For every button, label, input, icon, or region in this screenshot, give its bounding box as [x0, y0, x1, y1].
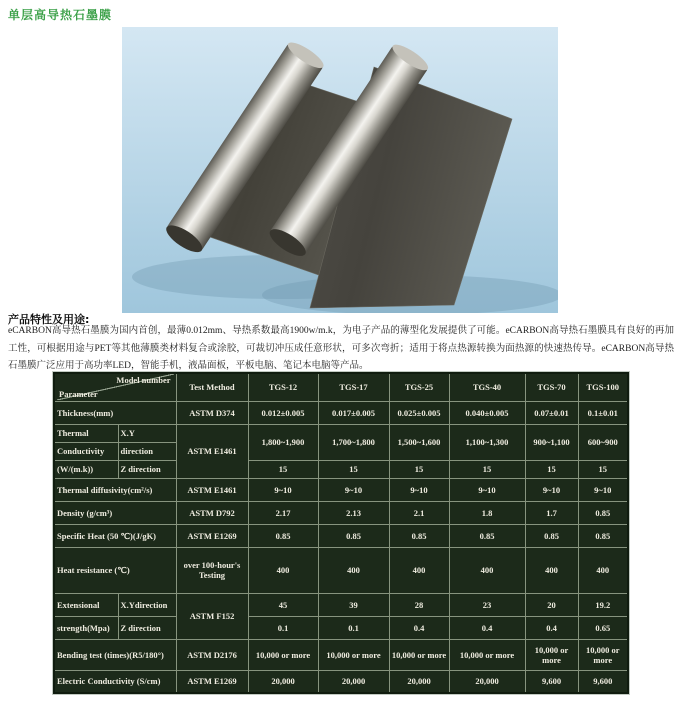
diffusivity-value-4: 9~10: [525, 478, 578, 501]
extensional-xy-3: 23: [449, 593, 525, 616]
electric-value-2: 20,000: [389, 670, 449, 693]
density-value-3: 1.8: [449, 501, 525, 524]
row-thermal-1: [54, 424, 628, 442]
diffusivity-value-5: 9~10: [578, 478, 628, 501]
corner-diagonal: [57, 374, 174, 400]
specific-heat-method: ASTM E1269: [176, 524, 248, 547]
thermal-z-2: 15: [389, 460, 449, 478]
thickness-value-2: 0.025±0.005: [389, 401, 449, 424]
bending-label: Bending test (times)(R5/180°): [54, 639, 176, 670]
thickness-value-5: 0.1±0.01: [578, 401, 628, 424]
thermal-z-5: 15: [578, 460, 628, 478]
row-extensional-z: [54, 616, 628, 639]
bending-value-5: 10,000 or more: [578, 639, 628, 670]
extensional-label-1: Extensional: [54, 593, 118, 616]
specific-heat-label: Specific Heat (50 ℃)(J/gK): [54, 524, 176, 547]
thermal-z-0: 15: [248, 460, 318, 478]
thermal-xy-4: 900~1,100: [525, 424, 578, 460]
specific-heat-value-0: 0.85: [248, 524, 318, 547]
row-specific-heat: [54, 524, 628, 547]
model-header-tgs12: TGS-12: [248, 373, 318, 401]
model-header-tgs40: TGS-40: [449, 373, 525, 401]
extensional-z-1: 0.1: [318, 616, 389, 639]
graphite-film-illustration: [122, 27, 558, 313]
bending-value-4: 10,000 or more: [525, 639, 578, 670]
electric-label: Electric Conductivity (S/cm): [54, 670, 176, 693]
thermal-label-3: (W/(m.k)): [54, 460, 118, 478]
model-header-tgs70: TGS-70: [525, 373, 578, 401]
density-value-2: 2.1: [389, 501, 449, 524]
bending-value-2: 10,000 or more: [389, 639, 449, 670]
specific-heat-value-4: 0.85: [525, 524, 578, 547]
extensional-xy-0: 45: [248, 593, 318, 616]
thermal-method: ASTM E1461: [176, 424, 248, 478]
extensional-sub-z: Z direction: [118, 616, 176, 639]
extensional-z-5: 0.65: [578, 616, 628, 639]
thermal-sub-xy-1: X.Y: [118, 424, 176, 442]
density-value-1: 2.13: [318, 501, 389, 524]
electric-value-1: 20,000: [318, 670, 389, 693]
extensional-xy-1: 39: [318, 593, 389, 616]
electric-method: ASTM E1269: [176, 670, 248, 693]
extensional-xy-4: 20: [525, 593, 578, 616]
heat-resistance-value-3: 400: [449, 547, 525, 593]
model-header-tgs100: TGS-100: [578, 373, 628, 401]
specific-heat-value-2: 0.85: [389, 524, 449, 547]
row-diffusivity: [54, 478, 628, 501]
extensional-xy-5: 19.2: [578, 593, 628, 616]
extensional-xy-2: 28: [389, 593, 449, 616]
specific-heat-value-5: 0.85: [578, 524, 628, 547]
diffusivity-value-3: 9~10: [449, 478, 525, 501]
row-density: [54, 501, 628, 524]
thickness-label: Thickness(mm): [54, 401, 176, 424]
diffusivity-value-1: 9~10: [318, 478, 389, 501]
corner-parameter: Parameter: [59, 389, 98, 400]
electric-value-3: 20,000: [449, 670, 525, 693]
heat-resistance-label: Heat resistance (℃): [54, 547, 176, 593]
row-thermal-3: [54, 460, 628, 478]
electric-value-0: 20,000: [248, 670, 318, 693]
thermal-z-4: 15: [525, 460, 578, 478]
diffusivity-label: Thermal diffusivity(cm²/s): [54, 478, 176, 501]
thickness-value-0: 0.012±0.005: [248, 401, 318, 424]
heat-resistance-value-4: 400: [525, 547, 578, 593]
corner-model-number: Model number: [116, 375, 171, 386]
thickness-method: ASTM D374: [176, 401, 248, 424]
specific-heat-value-1: 0.85: [318, 524, 389, 547]
extensional-label-2: strength(Mpa): [54, 616, 118, 639]
bending-value-3: 10,000 or more: [449, 639, 525, 670]
thermal-sub-xy-2: direction: [118, 442, 176, 460]
spec-table: [53, 372, 629, 694]
heat-resistance-value-2: 400: [389, 547, 449, 593]
heat-resistance-value-0: 400: [248, 547, 318, 593]
bending-value-1: 10,000 or more: [318, 639, 389, 670]
thermal-xy-0: 1,800~1,900: [248, 424, 318, 460]
row-heat-resistance: [54, 547, 628, 593]
specific-heat-value-3: 0.85: [449, 524, 525, 547]
diffusivity-method: ASTM E1461: [176, 478, 248, 501]
product-photo: [122, 27, 558, 313]
row-electric: [54, 670, 628, 693]
heat-resistance-method: over 100-hour's Testing: [176, 547, 248, 593]
electric-value-4: 9,600: [525, 670, 578, 693]
thermal-z-1: 15: [318, 460, 389, 478]
row-bending: [54, 639, 628, 670]
test-method-header: Test Method: [176, 373, 248, 401]
page-title: 单层高导热石墨膜: [8, 8, 113, 22]
thermal-sub-z: Z direction: [118, 460, 176, 478]
extensional-z-0: 0.1: [248, 616, 318, 639]
bending-method: ASTM D2176: [176, 639, 248, 670]
thermal-z-3: 15: [449, 460, 525, 478]
heat-resistance-value-5: 400: [578, 547, 628, 593]
thermal-xy-3: 1,100~1,300: [449, 424, 525, 460]
diffusivity-value-2: 9~10: [389, 478, 449, 501]
row-extensional-xy: [54, 593, 628, 616]
product-description: eCARBON高导热石墨膜为国内首创，最薄0.012mm、导热系数最高1900w/m.k，为电子产品的薄型化发展提供了可能。eCARBON高导热石墨膜具有良好的再加工性，可根据用途与PET等其他薄膜类材料复合或涂胶，可裁切冲压成任意形状，可多次弯折；适用于将点热源转换为面热源的快速热传导。eCARBON高导热石墨膜广泛应用于高功率LED，智能手机，液晶面板，平板电脑、笔记本电脑等产品。: [8, 326, 674, 372]
thermal-xy-2: 1,500~1,600: [389, 424, 449, 460]
bending-value-0: 10,000 or more: [248, 639, 318, 670]
thickness-value-3: 0.040±0.005: [449, 401, 525, 424]
extensional-z-3: 0.4: [449, 616, 525, 639]
diffusivity-value-0: 9~10: [248, 478, 318, 501]
header-row: [54, 373, 628, 401]
model-header-tgs25: TGS-25: [389, 373, 449, 401]
thickness-value-1: 0.017±0.005: [318, 401, 389, 424]
thickness-value-4: 0.07±0.01: [525, 401, 578, 424]
model-header-tgs17: TGS-17: [318, 373, 389, 401]
extensional-z-4: 0.4: [525, 616, 578, 639]
electric-value-5: 9,600: [578, 670, 628, 693]
extensional-method: ASTM F152: [176, 593, 248, 639]
thermal-xy-5: 600~900: [578, 424, 628, 460]
section-heading: 产品特性及用途:: [8, 313, 90, 326]
thermal-xy-1: 1,700~1,800: [318, 424, 389, 460]
density-label: Density (g/cm³): [54, 501, 176, 524]
density-method: ASTM D792: [176, 501, 248, 524]
row-thickness: [54, 401, 628, 424]
thermal-label-1: Thermal: [54, 424, 118, 442]
extensional-z-2: 0.4: [389, 616, 449, 639]
extensional-sub-xy: X.Ydirection: [118, 593, 176, 616]
density-value-0: 2.17: [248, 501, 318, 524]
density-value-4: 1.7: [525, 501, 578, 524]
thermal-label-2: Conductivity: [54, 442, 118, 460]
heat-resistance-value-1: 400: [318, 547, 389, 593]
density-value-5: 0.85: [578, 501, 628, 524]
corner-cell: [54, 373, 176, 401]
